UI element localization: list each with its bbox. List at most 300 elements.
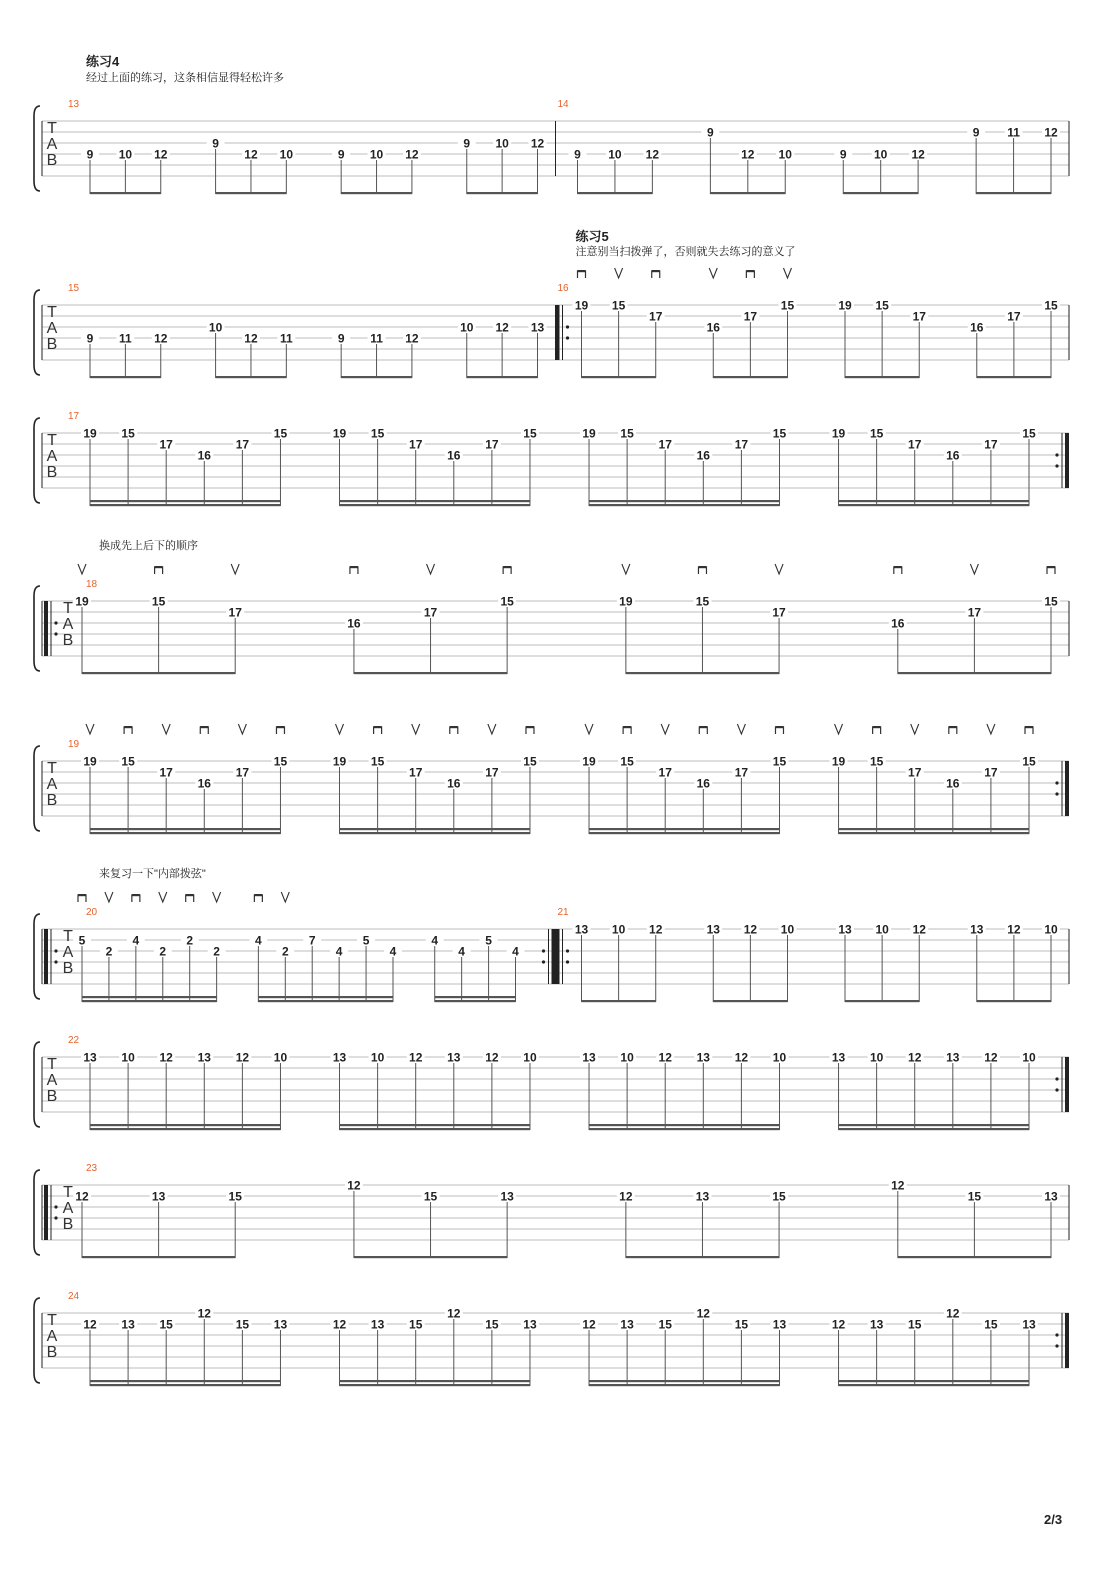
fret-number: 15 bbox=[869, 426, 884, 441]
tab-clef-letter: A bbox=[46, 136, 58, 153]
upstroke-icon bbox=[159, 892, 167, 902]
repeat-dot bbox=[1055, 1088, 1058, 1091]
fret-number: 12 bbox=[347, 1178, 361, 1193]
page-number: 2/3 bbox=[1044, 1512, 1063, 1527]
fret-number: 13 bbox=[838, 922, 852, 937]
beam-secondary bbox=[589, 500, 779, 502]
fret-number: 12 bbox=[154, 147, 168, 162]
fret-number: 19 bbox=[582, 426, 596, 441]
fret-number: 15 bbox=[273, 426, 288, 441]
fret-number: 17 bbox=[485, 437, 499, 452]
beam-secondary bbox=[589, 828, 779, 830]
fret-number: 17 bbox=[658, 765, 672, 780]
fret-number: 19 bbox=[83, 426, 97, 441]
fret-number: 5 bbox=[78, 933, 86, 948]
beam bbox=[341, 376, 412, 378]
tab-clef-letter: B bbox=[62, 632, 74, 649]
fret-number: 16 bbox=[197, 448, 211, 463]
beam-secondary bbox=[839, 500, 1029, 502]
fret-number: 4 bbox=[255, 933, 262, 948]
fret-number: 11 bbox=[119, 331, 132, 346]
fret-number: 16 bbox=[891, 616, 905, 631]
repeat-dot bbox=[54, 960, 57, 963]
fret-number: 19 bbox=[838, 298, 852, 313]
beam bbox=[90, 192, 161, 194]
fret-number: 9 bbox=[86, 147, 94, 162]
beam bbox=[258, 1000, 393, 1002]
fret-number: 10 bbox=[279, 147, 294, 162]
beam bbox=[90, 1128, 280, 1130]
beam bbox=[710, 192, 785, 194]
fret-number: 17 bbox=[772, 605, 786, 620]
fret-number: 17 bbox=[159, 437, 173, 452]
beam bbox=[216, 192, 287, 194]
fret-number: 17 bbox=[235, 765, 250, 780]
beam bbox=[354, 1256, 507, 1258]
fret-number: 13 bbox=[946, 1050, 960, 1065]
repeat-start-barline bbox=[556, 305, 560, 360]
tab-clef-letter: A bbox=[46, 776, 58, 793]
beam bbox=[340, 1128, 530, 1130]
fret-number: 17 bbox=[734, 765, 749, 780]
beam bbox=[839, 1128, 1029, 1130]
repeat-dot bbox=[54, 1216, 57, 1219]
beam-secondary bbox=[90, 1124, 280, 1126]
measure-number: 22 bbox=[68, 1035, 80, 1046]
upstroke-icon bbox=[78, 564, 86, 574]
beam-secondary bbox=[90, 828, 280, 830]
fret-number: 12 bbox=[409, 1050, 423, 1065]
fret-number: 2 bbox=[213, 944, 220, 959]
fret-number: 15 bbox=[121, 426, 135, 441]
repeat-dot bbox=[542, 960, 545, 963]
fret-number: 10 bbox=[611, 922, 626, 937]
fret-number: 9 bbox=[337, 331, 345, 346]
downstroke-icon-bar bbox=[186, 894, 194, 896]
fret-number: 13 bbox=[696, 1050, 710, 1065]
beam bbox=[839, 1384, 1029, 1386]
fret-number: 15 bbox=[370, 754, 385, 769]
fret-number: 16 bbox=[696, 448, 710, 463]
fret-number: 16 bbox=[946, 776, 960, 791]
beam bbox=[843, 192, 918, 194]
upstroke-icon bbox=[281, 892, 289, 902]
tab-clef-letter: B bbox=[62, 960, 74, 977]
fret-number: 13 bbox=[151, 1189, 166, 1204]
beam bbox=[845, 1000, 919, 1002]
upstroke-icon bbox=[427, 564, 435, 574]
beam bbox=[340, 832, 530, 834]
fret-number: 19 bbox=[574, 298, 589, 313]
tab-clef-letter: A bbox=[46, 448, 58, 465]
downstroke-icon-bar bbox=[652, 270, 660, 272]
beam bbox=[589, 832, 779, 834]
downstroke-icon-bar bbox=[526, 726, 534, 728]
beam bbox=[467, 376, 538, 378]
system-brace bbox=[34, 746, 40, 831]
fret-number: 12 bbox=[154, 331, 168, 346]
system-brace bbox=[34, 914, 40, 999]
fret-number: 12 bbox=[235, 1050, 250, 1065]
tab-clef-letter: A bbox=[62, 1200, 74, 1217]
fret-number: 13 bbox=[1022, 1317, 1036, 1332]
fret-number: 4 bbox=[335, 944, 343, 959]
fret-number: 12 bbox=[658, 1050, 672, 1065]
fret-number: 4 bbox=[512, 944, 519, 959]
downstroke-icon-bar bbox=[775, 726, 783, 728]
beam bbox=[839, 832, 1029, 834]
beam-secondary bbox=[589, 1124, 779, 1126]
tab-clef-letter: A bbox=[62, 616, 74, 633]
beam bbox=[467, 192, 538, 194]
fret-number: 15 bbox=[1022, 754, 1036, 769]
fret-number: 13 bbox=[582, 1050, 596, 1065]
fret-number: 2 bbox=[159, 944, 167, 959]
fret-number: 15 bbox=[967, 1189, 982, 1204]
beam bbox=[626, 1256, 779, 1258]
repeat-end-barline bbox=[1065, 761, 1069, 816]
downstroke-icon-bar bbox=[78, 894, 86, 896]
system-brace bbox=[34, 290, 40, 375]
beam bbox=[589, 1384, 779, 1386]
fret-number: 17 bbox=[734, 437, 749, 452]
measure-number: 14 bbox=[557, 99, 569, 110]
fret-number: 12 bbox=[244, 147, 258, 162]
system-brace bbox=[34, 106, 40, 191]
repeat-dot bbox=[1055, 1333, 1058, 1336]
exercise-note: 换成先上后下的顺序 bbox=[99, 540, 198, 552]
fret-number: 15 bbox=[695, 594, 710, 609]
fret-number: 12 bbox=[891, 1178, 905, 1193]
tab-system bbox=[34, 418, 1069, 506]
fret-number: 17 bbox=[908, 765, 922, 780]
fret-number: 17 bbox=[984, 765, 998, 780]
fret-number: 13 bbox=[83, 1050, 97, 1065]
repeat-dot bbox=[566, 960, 569, 963]
repeat-dot bbox=[1055, 453, 1058, 456]
fret-number: 12 bbox=[83, 1317, 97, 1332]
fret-number: 10 bbox=[874, 147, 888, 162]
measure-number: 17 bbox=[68, 411, 80, 422]
downstroke-icon-bar bbox=[1047, 566, 1055, 568]
beam bbox=[713, 1000, 787, 1002]
upstroke-icon bbox=[622, 564, 630, 574]
measure-number: 13 bbox=[68, 99, 80, 110]
repeat-end-barline bbox=[1065, 1057, 1069, 1112]
downstroke-icon-bar bbox=[746, 270, 754, 272]
downstroke-icon-bar bbox=[124, 726, 132, 728]
tab-clef-letter: B bbox=[46, 464, 58, 481]
system-brace bbox=[34, 418, 40, 503]
measure-number: 19 bbox=[68, 739, 80, 750]
tab-clef-letter: T bbox=[47, 432, 57, 449]
fret-number: 12 bbox=[741, 147, 755, 162]
measure-number: 21 bbox=[557, 907, 569, 918]
fret-number: 15 bbox=[121, 754, 135, 769]
upstroke-icon bbox=[737, 724, 745, 734]
repeat-start-barline bbox=[44, 929, 48, 984]
repeat-dot bbox=[54, 632, 57, 635]
beam-secondary bbox=[839, 1124, 1029, 1126]
beam-secondary bbox=[340, 500, 530, 502]
beam bbox=[340, 1384, 530, 1386]
repeat-dot bbox=[1055, 1077, 1058, 1080]
repeat-dot bbox=[54, 1205, 57, 1208]
downstroke-icon-bar bbox=[1025, 726, 1033, 728]
tab-system bbox=[34, 564, 1069, 674]
fret-number: 9 bbox=[972, 125, 980, 140]
downstroke-icon-bar bbox=[450, 726, 458, 728]
tab-clef-letter: B bbox=[46, 1344, 58, 1361]
fret-number: 9 bbox=[86, 331, 94, 346]
fret-number: 12 bbox=[582, 1317, 596, 1332]
fret-number: 15 bbox=[159, 1317, 173, 1332]
tab-clef-letter: A bbox=[62, 944, 74, 961]
exercise-title: 练习4 bbox=[86, 54, 120, 69]
tab-clef-letter: B bbox=[46, 792, 58, 809]
beam bbox=[976, 192, 1051, 194]
fret-number: 15 bbox=[869, 754, 884, 769]
measure-number: 23 bbox=[86, 1163, 98, 1174]
fret-number: 10 bbox=[208, 320, 223, 335]
fret-number: 12 bbox=[495, 320, 509, 335]
measure-number: 20 bbox=[86, 907, 98, 918]
beam bbox=[589, 504, 779, 506]
fret-number: 15 bbox=[734, 1317, 749, 1332]
beam-secondary bbox=[90, 1380, 280, 1382]
fret-number: 12 bbox=[946, 1306, 960, 1321]
system-brace bbox=[34, 586, 40, 671]
fret-number: 15 bbox=[523, 754, 537, 769]
fret-number: 4 bbox=[431, 933, 439, 948]
fret-number: 15 bbox=[423, 1189, 438, 1204]
fret-number: 12 bbox=[912, 922, 926, 937]
tab-system bbox=[34, 1170, 1069, 1258]
beam-secondary bbox=[340, 1380, 530, 1382]
fret-number: 9 bbox=[839, 147, 847, 162]
fret-number: 13 bbox=[523, 1317, 537, 1332]
fret-number: 15 bbox=[658, 1317, 672, 1332]
fret-number: 12 bbox=[743, 922, 758, 937]
fret-number: 4 bbox=[132, 933, 140, 948]
beam bbox=[82, 672, 235, 674]
beam bbox=[435, 1000, 516, 1002]
fret-number: 10 bbox=[778, 147, 792, 162]
fret-number: 13 bbox=[574, 922, 589, 937]
fret-number: 15 bbox=[984, 1317, 998, 1332]
repeat-dot bbox=[1055, 1344, 1058, 1347]
tab-clef-letter: T bbox=[47, 304, 57, 321]
fret-number: 10 bbox=[495, 136, 509, 151]
fret-number: 5 bbox=[362, 933, 370, 948]
fret-number: 10 bbox=[369, 147, 384, 162]
beam-secondary bbox=[82, 996, 217, 998]
fret-number: 4 bbox=[458, 944, 465, 959]
repeat-dot bbox=[566, 336, 569, 339]
repeat-dot bbox=[54, 949, 57, 952]
fret-number: 2 bbox=[105, 944, 113, 959]
fret-number: 12 bbox=[619, 1189, 633, 1204]
fret-number: 15 bbox=[409, 1317, 423, 1332]
fret-number: 19 bbox=[332, 754, 347, 769]
upstroke-icon bbox=[336, 724, 344, 734]
fret-number: 12 bbox=[911, 147, 925, 162]
upstroke-icon bbox=[213, 892, 221, 902]
beam bbox=[341, 192, 412, 194]
fret-number: 13 bbox=[869, 1317, 884, 1332]
repeat-dot bbox=[54, 621, 57, 624]
downstroke-icon-bar bbox=[949, 726, 957, 728]
fret-number: 10 bbox=[608, 147, 622, 162]
fret-number: 15 bbox=[611, 298, 626, 313]
beam bbox=[354, 672, 507, 674]
fret-number: 15 bbox=[485, 1317, 499, 1332]
tab-clef-letter: A bbox=[46, 1328, 58, 1345]
repeat-dot bbox=[1055, 464, 1058, 467]
fret-number: 17 bbox=[423, 605, 438, 620]
fret-number: 13 bbox=[500, 1189, 514, 1204]
fret-number: 13 bbox=[332, 1050, 347, 1065]
fret-number: 19 bbox=[75, 594, 89, 609]
fret-number: 12 bbox=[405, 147, 419, 162]
fret-number: 13 bbox=[772, 1317, 787, 1332]
repeat-dot bbox=[566, 325, 569, 328]
downstroke-icon-bar bbox=[503, 566, 511, 568]
upstroke-icon bbox=[585, 724, 593, 734]
upstroke-icon bbox=[86, 724, 94, 734]
fret-number: 13 bbox=[831, 1050, 846, 1065]
exercise-note: 来复习一下"内部拨弦" bbox=[99, 868, 206, 880]
upstroke-icon bbox=[488, 724, 496, 734]
exercise-note: 经过上面的练习，这条相信显得轻松许多 bbox=[86, 72, 284, 84]
beam bbox=[898, 1256, 1051, 1258]
fret-number: 17 bbox=[743, 309, 758, 324]
upstroke-icon bbox=[709, 268, 717, 278]
fret-number: 17 bbox=[1007, 309, 1021, 324]
fret-number: 19 bbox=[619, 594, 633, 609]
system-brace bbox=[34, 1298, 40, 1383]
fret-number: 12 bbox=[696, 1306, 710, 1321]
fret-number: 15 bbox=[1022, 426, 1036, 441]
fret-number: 15 bbox=[370, 426, 385, 441]
fret-number: 12 bbox=[405, 331, 419, 346]
fret-number: 13 bbox=[620, 1317, 634, 1332]
fret-number: 10 bbox=[875, 922, 889, 937]
fret-number: 15 bbox=[1044, 298, 1058, 313]
downstroke-icon-bar bbox=[350, 566, 358, 568]
fret-number: 9 bbox=[707, 125, 714, 140]
tab-clef-letter: B bbox=[46, 336, 58, 353]
measure-number: 16 bbox=[557, 283, 569, 294]
downstroke-icon-bar bbox=[374, 726, 382, 728]
fret-number: 12 bbox=[1007, 922, 1021, 937]
tab-clef-letter: A bbox=[46, 320, 58, 337]
fret-number: 16 bbox=[696, 776, 710, 791]
tab-clef-letter: B bbox=[46, 152, 58, 169]
exercise-title: 练习5 bbox=[575, 229, 609, 244]
fret-number: 17 bbox=[912, 309, 926, 324]
fret-number: 5 bbox=[485, 933, 492, 948]
downstroke-icon-bar bbox=[200, 726, 208, 728]
upstroke-icon bbox=[105, 892, 113, 902]
system-brace bbox=[34, 1170, 40, 1255]
fret-number: 13 bbox=[273, 1317, 288, 1332]
system-brace bbox=[34, 1042, 40, 1127]
fret-number: 16 bbox=[706, 320, 720, 335]
repeat-dot bbox=[1055, 792, 1058, 795]
beam bbox=[82, 1256, 235, 1258]
downstroke-icon-bar bbox=[578, 270, 586, 272]
fret-number: 4 bbox=[389, 944, 397, 959]
tab-clef-letter: A bbox=[46, 1072, 58, 1089]
beam bbox=[340, 504, 530, 506]
fret-number: 13 bbox=[197, 1050, 211, 1065]
repeat-end-barline bbox=[1065, 433, 1069, 488]
tab-clef-letter: T bbox=[47, 1056, 57, 1073]
fret-number: 10 bbox=[620, 1050, 634, 1065]
fret-number: 19 bbox=[582, 754, 596, 769]
downstroke-icon-bar bbox=[699, 726, 707, 728]
beam bbox=[582, 1000, 656, 1002]
fret-number: 13 bbox=[695, 1189, 710, 1204]
fret-number: 12 bbox=[831, 1317, 846, 1332]
fret-number: 17 bbox=[228, 605, 242, 620]
beam bbox=[589, 1128, 779, 1130]
beam bbox=[845, 376, 919, 378]
fret-number: 16 bbox=[946, 448, 960, 463]
beam-secondary bbox=[340, 1124, 530, 1126]
fret-number: 15 bbox=[1044, 594, 1058, 609]
repeat-end-barline bbox=[552, 929, 556, 984]
fret-number: 16 bbox=[347, 616, 361, 631]
fret-number: 19 bbox=[332, 426, 347, 441]
beam bbox=[90, 376, 161, 378]
upstroke-icon bbox=[661, 724, 669, 734]
beam-secondary bbox=[340, 828, 530, 830]
fret-number: 11 bbox=[370, 331, 383, 346]
beam bbox=[582, 376, 656, 378]
fret-number: 9 bbox=[212, 136, 219, 151]
beam-secondary bbox=[90, 500, 280, 502]
fret-number: 9 bbox=[574, 147, 581, 162]
fret-number: 2 bbox=[281, 944, 289, 959]
tab-clef-letter: T bbox=[47, 1312, 57, 1329]
beam bbox=[90, 504, 280, 506]
fret-number: 15 bbox=[780, 298, 795, 313]
tab-clef-letter: T bbox=[47, 120, 57, 137]
fret-number: 10 bbox=[869, 1050, 884, 1065]
fret-number: 12 bbox=[1044, 125, 1058, 140]
tab-system bbox=[34, 1298, 1069, 1386]
beam bbox=[977, 376, 1051, 378]
beam bbox=[839, 504, 1029, 506]
downstroke-icon-bar bbox=[623, 726, 631, 728]
fret-number: 12 bbox=[197, 1306, 211, 1321]
beam bbox=[977, 1000, 1051, 1002]
fret-number: 10 bbox=[1044, 922, 1058, 937]
fret-number: 13 bbox=[121, 1317, 135, 1332]
upstroke-icon bbox=[911, 724, 919, 734]
downstroke-icon-bar bbox=[698, 566, 706, 568]
upstroke-icon bbox=[412, 724, 420, 734]
upstroke-icon bbox=[615, 268, 623, 278]
fret-number: 13 bbox=[1044, 1189, 1058, 1204]
measure-number: 15 bbox=[68, 283, 80, 294]
fret-number: 17 bbox=[235, 437, 250, 452]
fret-number: 15 bbox=[500, 594, 514, 609]
upstroke-icon bbox=[835, 724, 843, 734]
downstroke-icon-bar bbox=[254, 894, 262, 896]
